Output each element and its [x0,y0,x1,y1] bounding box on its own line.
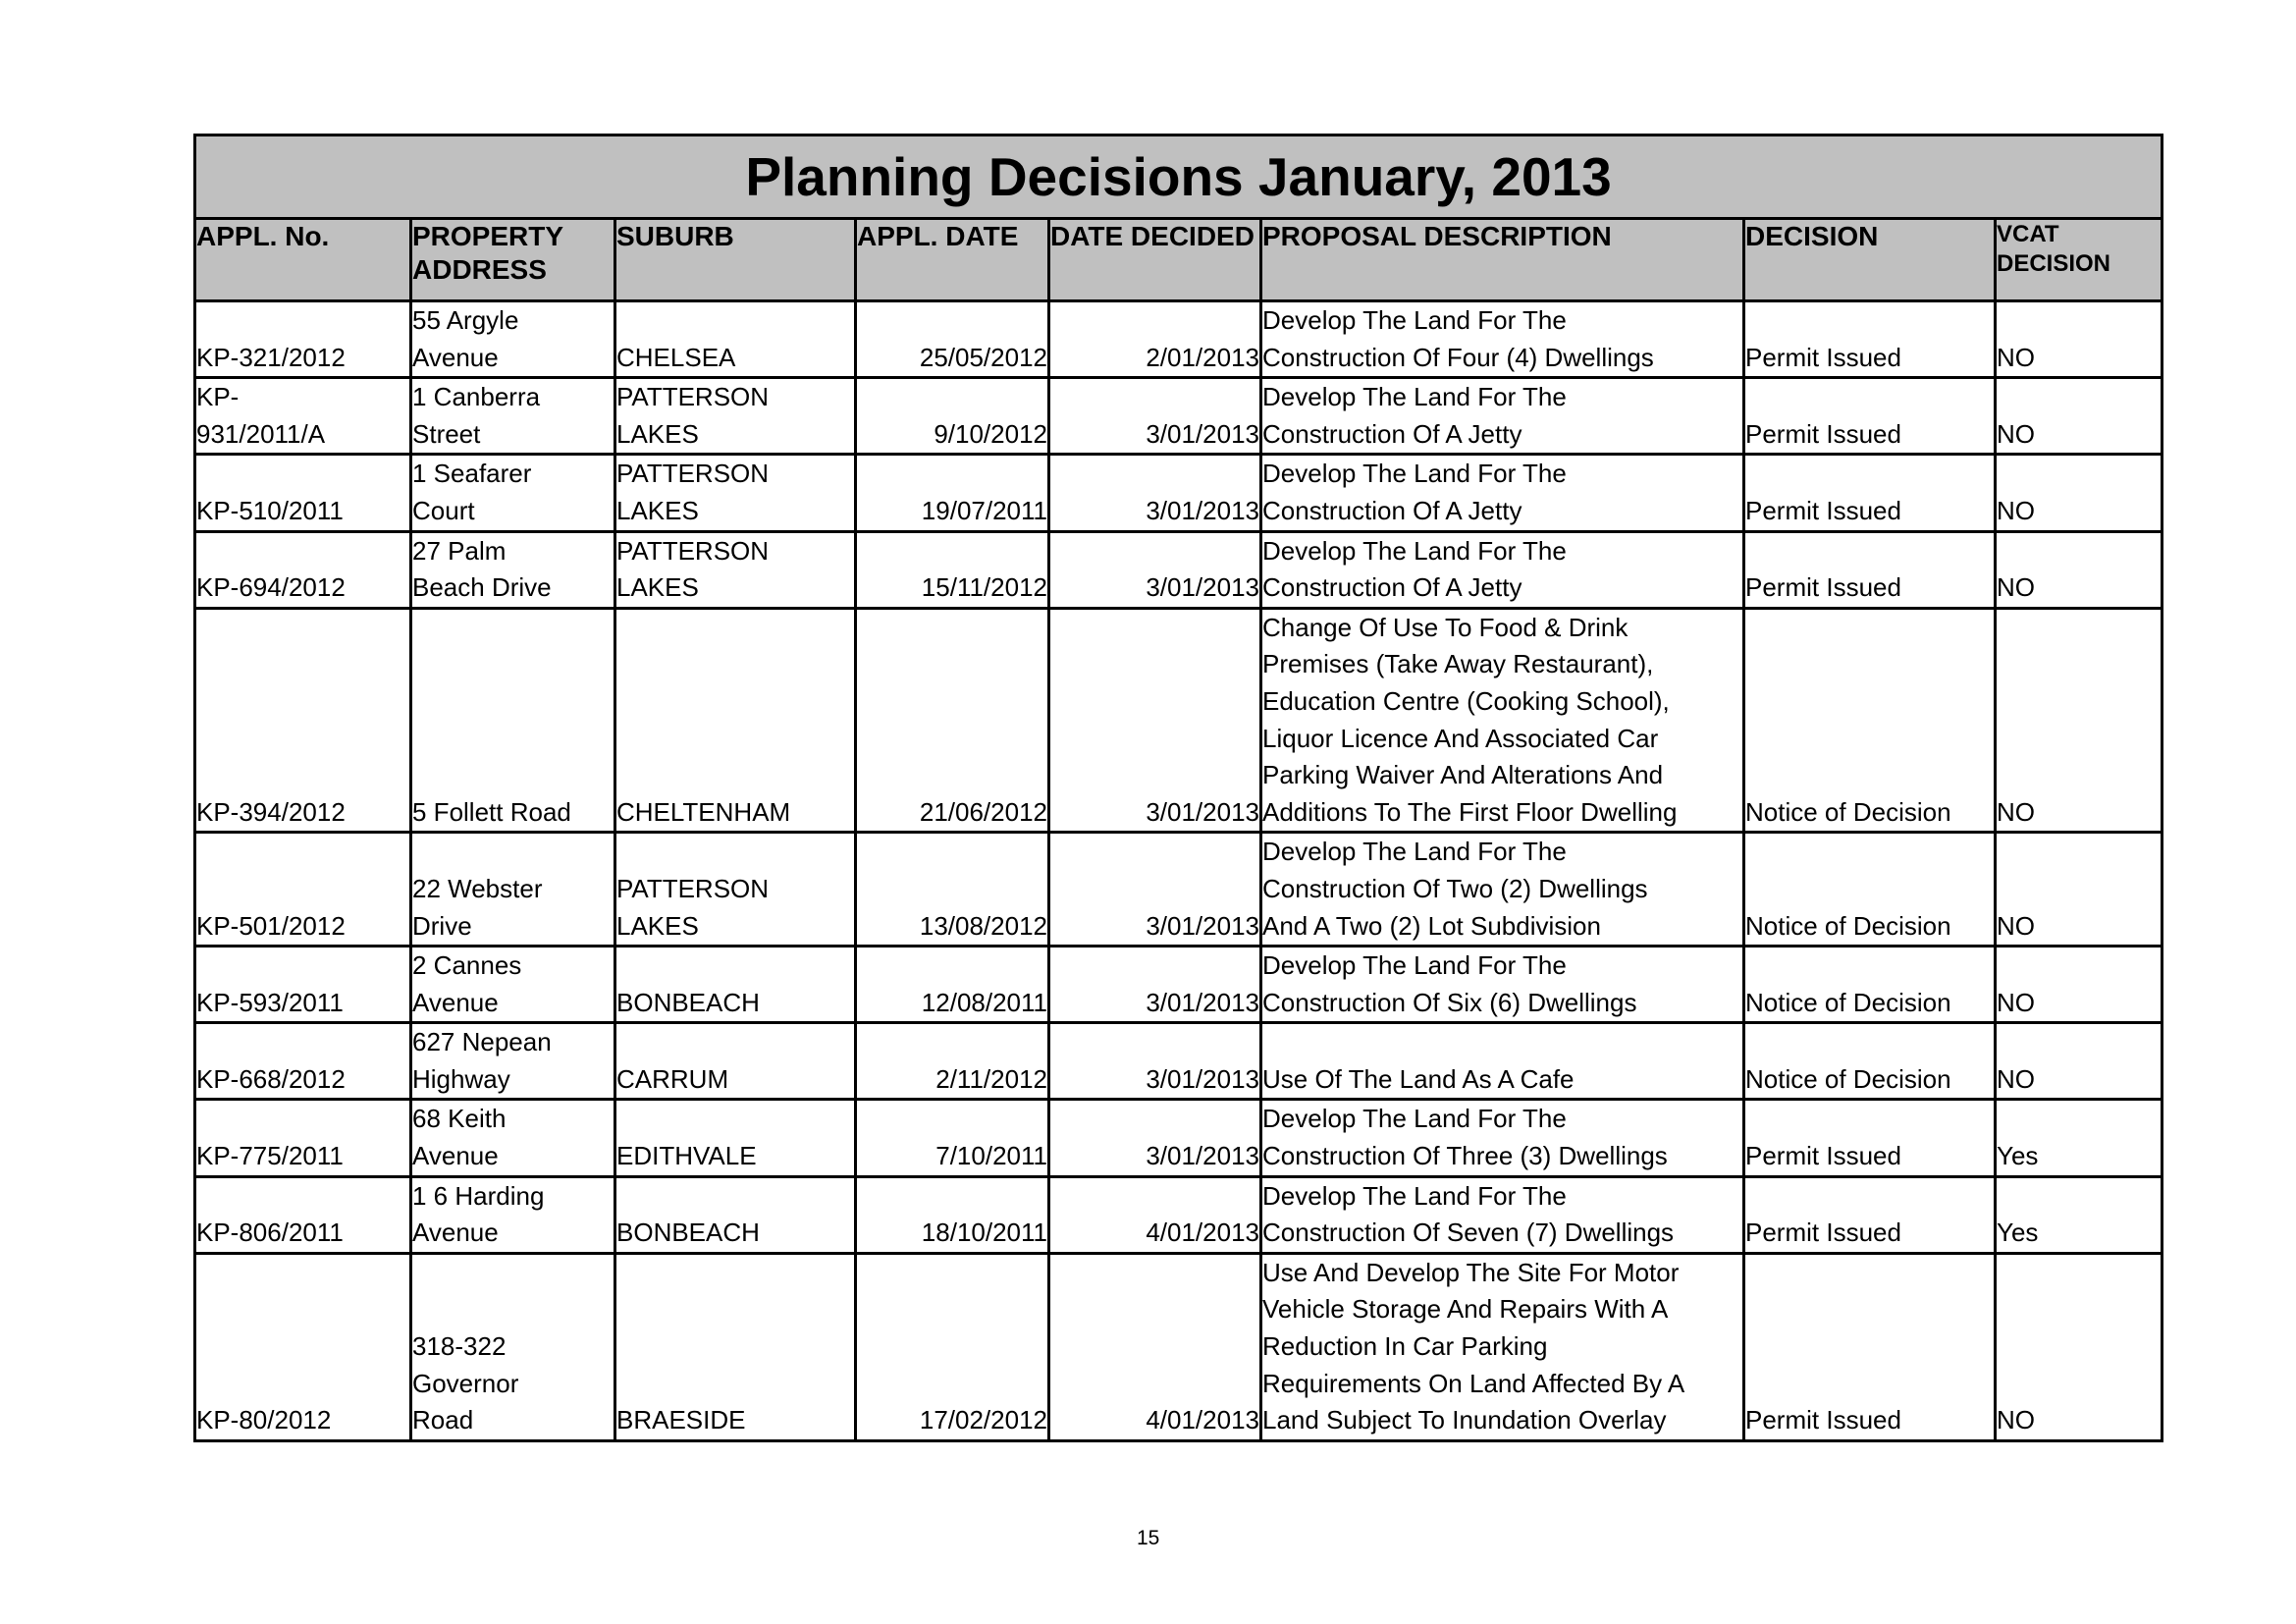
address-cell [411,455,615,531]
table-row [195,531,2163,608]
vcat-cell [1996,531,2163,608]
column-header-vcat-decision: VCAT DECISION [1996,219,2163,301]
date-decided-text: 3/01/2013 [1146,572,1259,603]
decision-text: Permit Issued [1745,342,1901,372]
proposal-cell [1261,1023,1744,1100]
appl-no-cell [195,378,411,455]
table-row [195,301,2163,378]
suburb-text: BONBEACH [616,987,760,1017]
vcat-cell [1996,1023,2163,1100]
decision-text: Permit Issued [1745,1141,1901,1171]
appl-date-text: 15/11/2012 [921,572,1047,603]
appl-date-cell [856,531,1049,608]
proposal-text: Develop The Land For The Construction Of A Jetty [1262,459,1567,525]
address-text: 1 Seafarer Court [412,459,532,525]
date-decided-text: 3/01/2013 [1146,987,1259,1017]
suburb-cell [615,531,856,608]
appl-no-text: KP-593/2011 [196,987,344,1017]
appl-no-cell [195,1023,411,1100]
appl-date-text: 25/05/2012 [919,342,1047,372]
table-row [195,378,2163,455]
appl-date-cell [856,378,1049,455]
date-decided-text: 3/01/2013 [1146,495,1259,525]
address-text: 318-322 Governor Road [412,1331,519,1435]
planning-decisions-table [193,134,2163,1442]
date-decided-cell [1049,608,1261,833]
proposal-text: Use And Develop The Site For Motor Vehicle Storage And Repairs With A Reduction In Car Parking Requirements On Land Affected By A Land Subject To Inundation Overlay [1262,1257,1685,1435]
address-text: 2 Cannes Avenue [412,950,522,1017]
proposal-cell [1261,833,1744,947]
proposal-text: Develop The Land For The Construction Of Four (4) Dwellings [1262,305,1654,372]
date-decided-text: 3/01/2013 [1146,1141,1259,1171]
suburb-cell [615,378,856,455]
appl-date-cell [856,1100,1049,1176]
suburb-cell [615,1100,856,1176]
vcat-text: NO [1997,495,2035,525]
date-decided-text: 4/01/2013 [1146,1405,1259,1435]
address-text: 1 6 Harding Avenue [412,1180,545,1248]
decision-cell [1744,531,1996,608]
date-decided-cell [1049,1100,1261,1176]
vcat-cell [1996,1176,2163,1253]
column-header-decision: DECISION [1744,219,1996,301]
appl-no-cell [195,1253,411,1440]
suburb-cell [615,301,856,378]
address-cell [411,1023,615,1100]
date-decided-text: 2/01/2013 [1146,342,1259,372]
appl-date-cell [856,1023,1049,1100]
date-decided-text: 3/01/2013 [1146,910,1259,941]
decision-text: Permit Issued [1745,1218,1901,1248]
decision-cell [1744,1023,1996,1100]
appl-date-cell [856,455,1049,531]
address-text: 627 Nepean Highway [412,1027,552,1094]
decision-cell [1744,1253,1996,1440]
appl-date-cell [856,947,1049,1023]
appl-no-text: KP-668/2012 [196,1063,346,1094]
proposal-cell [1261,947,1744,1023]
vcat-text: Yes [1997,1218,2039,1248]
appl-no-text: KP-806/2011 [196,1218,344,1248]
table-row [195,1100,2163,1176]
suburb-cell [615,1023,856,1100]
decision-text: Permit Issued [1745,495,1901,525]
table-row [195,1176,2163,1253]
appl-date-text: 2/11/2012 [935,1063,1047,1094]
table-row [195,833,2163,947]
proposal-cell [1261,1253,1744,1440]
suburb-cell [615,1253,856,1440]
suburb-text: EDITHVALE [616,1141,757,1171]
address-text: 22 Webster Drive [412,873,543,941]
decision-text: Notice of Decision [1745,796,1951,827]
proposal-text: Develop The Land For The Construction Of Seven (7) Dwellings [1262,1180,1675,1248]
appl-no-cell [195,531,411,608]
proposal-cell [1261,531,1744,608]
decision-text: Permit Issued [1745,418,1901,449]
date-decided-cell [1049,1023,1261,1100]
appl-date-text: 17/02/2012 [919,1405,1047,1435]
decision-text: Notice of Decision [1745,910,1951,941]
page-number: 15 [1137,1527,1160,1549]
decision-cell [1744,608,1996,833]
vcat-text: NO [1997,910,2035,941]
suburb-text: CHELTENHAM [616,796,791,827]
table-row [195,947,2163,1023]
column-header-appl-no: APPL. No. [195,219,411,301]
proposal-text: Develop The Land For The Construction Of Three (3) Dwellings [1262,1104,1668,1171]
appl-date-text: 19/07/2011 [921,495,1047,525]
date-decided-text: 3/01/2013 [1146,418,1259,449]
suburb-text: BONBEACH [616,1218,760,1248]
appl-date-cell [856,608,1049,833]
appl-no-cell [195,1176,411,1253]
address-text: 68 Keith Avenue [412,1104,507,1171]
address-cell [411,608,615,833]
appl-no-cell [195,947,411,1023]
suburb-cell [615,455,856,531]
date-decided-cell [1049,455,1261,531]
header-row [195,219,2163,301]
decision-cell [1744,455,1996,531]
appl-date-text: 12/08/2011 [921,987,1047,1017]
appl-date-cell [856,833,1049,947]
suburb-text: PATTERSON LAKES [616,459,770,525]
address-cell [411,1100,615,1176]
appl-date-text: 7/10/2011 [935,1141,1047,1171]
appl-no-cell [195,1100,411,1176]
decision-cell [1744,1176,1996,1253]
appl-date-text: 13/08/2012 [919,910,1047,941]
proposal-cell [1261,608,1744,833]
vcat-cell [1996,455,2163,531]
suburb-text: PATTERSON LAKES [616,873,770,941]
appl-no-cell [195,608,411,833]
suburb-cell [615,947,856,1023]
vcat-cell [1996,833,2163,947]
vcat-text: Yes [1997,1141,2039,1171]
appl-no-text: KP-694/2012 [196,572,346,603]
appl-date-text: 9/10/2012 [934,418,1047,449]
decision-cell [1744,947,1996,1023]
suburb-text: PATTERSON LAKES [616,535,770,603]
appl-date-text: 21/06/2012 [919,796,1047,827]
decision-cell [1744,833,1996,947]
appl-date-cell [856,1176,1049,1253]
proposal-text: Develop The Land For The Construction Of Six (6) Dwellings [1262,950,1637,1017]
address-cell [411,833,615,947]
vcat-cell [1996,1253,2163,1440]
address-cell [411,378,615,455]
vcat-cell [1996,608,2163,833]
appl-no-text: KP-775/2011 [196,1141,344,1171]
date-decided-text: 3/01/2013 [1146,796,1259,827]
column-header-proposal-description: PROPOSAL DESCRIPTION [1261,219,1744,301]
vcat-text: NO [1997,1405,2035,1435]
suburb-cell [615,1176,856,1253]
column-header-appl-date: APPL. DATE [856,219,1049,301]
appl-date-cell [856,301,1049,378]
date-decided-cell [1049,531,1261,608]
proposal-cell [1261,378,1744,455]
appl-no-cell [195,301,411,378]
proposal-cell [1261,455,1744,531]
proposal-cell [1261,301,1744,378]
vcat-text: NO [1997,1063,2035,1094]
vcat-cell [1996,947,2163,1023]
decision-text: Permit Issued [1745,572,1901,603]
vcat-cell [1996,301,2163,378]
address-cell [411,947,615,1023]
decision-text: Notice of Decision [1745,1063,1951,1094]
appl-no-text: KP-80/2012 [196,1405,332,1435]
vcat-text: NO [1997,987,2035,1017]
appl-no-text: KP-394/2012 [196,796,346,827]
address-text: 5 Follett Road [412,796,571,827]
address-cell [411,531,615,608]
vcat-text: NO [1997,418,2035,449]
vcat-text: NO [1997,342,2035,372]
suburb-text: PATTERSON LAKES [616,382,770,449]
proposal-text: Develop The Land For The Construction Of A Jetty [1262,535,1567,603]
suburb-text: CARRUM [616,1063,729,1094]
vcat-text: NO [1997,572,2035,603]
date-decided-cell [1049,947,1261,1023]
appl-no-cell [195,833,411,947]
proposal-cell [1261,1176,1744,1253]
date-decided-text: 3/01/2013 [1146,1063,1259,1094]
proposal-cell [1261,1100,1744,1176]
decision-text: Permit Issued [1745,1405,1901,1435]
appl-no-text: KP- 931/2011/A [196,382,326,449]
address-text: 27 Palm Beach Drive [412,535,552,603]
date-decided-cell [1049,1176,1261,1253]
table-row [195,1253,2163,1440]
suburb-cell [615,608,856,833]
vcat-cell [1996,1100,2163,1176]
address-text: 1 Canberra Street [412,382,541,449]
table-body [195,301,2163,1441]
table-row [195,1023,2163,1100]
proposal-text: Change Of Use To Food & Drink Premises (Take Away Restaurant), Education Centre (Cooking School), Liquor Licence And Associated Car Parking Waiver And Alterations And Additions To The First Floor Dwelling [1262,612,1678,827]
appl-date-text: 18/10/2011 [921,1218,1047,1248]
table-row [195,608,2163,833]
column-header-property-address: PROPERTY ADDRESS [411,219,615,301]
appl-date-cell [856,1253,1049,1440]
table-title: Planning Decisions January, 2013 [195,135,2163,219]
date-decided-cell [1049,833,1261,947]
decision-cell [1744,301,1996,378]
vcat-cell [1996,378,2163,455]
appl-no-cell [195,455,411,531]
date-decided-cell [1049,378,1261,455]
suburb-cell [615,833,856,947]
appl-no-text: KP-501/2012 [196,910,346,941]
appl-no-text: KP-510/2011 [196,495,344,525]
proposal-text: Use Of The Land As A Cafe [1262,1063,1575,1094]
proposal-text: Develop The Land For The Construction Of A Jetty [1262,382,1567,449]
suburb-text: BRAESIDE [616,1405,746,1435]
proposal-text: Develop The Land For The Construction Of Two (2) Dwellings And A Two (2) Lot Subdivision [1262,837,1648,941]
address-cell [411,1253,615,1440]
decision-cell [1744,378,1996,455]
appl-no-text: KP-321/2012 [196,342,346,372]
vcat-text: NO [1997,796,2035,827]
address-text: 55 Argyle Avenue [412,305,519,372]
address-cell [411,1176,615,1253]
decision-text: Notice of Decision [1745,987,1951,1017]
column-header-date-decided: DATE DECIDED [1049,219,1261,301]
date-decided-cell [1049,1253,1261,1440]
column-header-suburb: SUBURB [615,219,856,301]
decision-cell [1744,1100,1996,1176]
date-decided-text: 4/01/2013 [1146,1218,1259,1248]
date-decided-cell [1049,301,1261,378]
table-row [195,455,2163,531]
address-cell [411,301,615,378]
suburb-text: CHELSEA [616,342,736,372]
